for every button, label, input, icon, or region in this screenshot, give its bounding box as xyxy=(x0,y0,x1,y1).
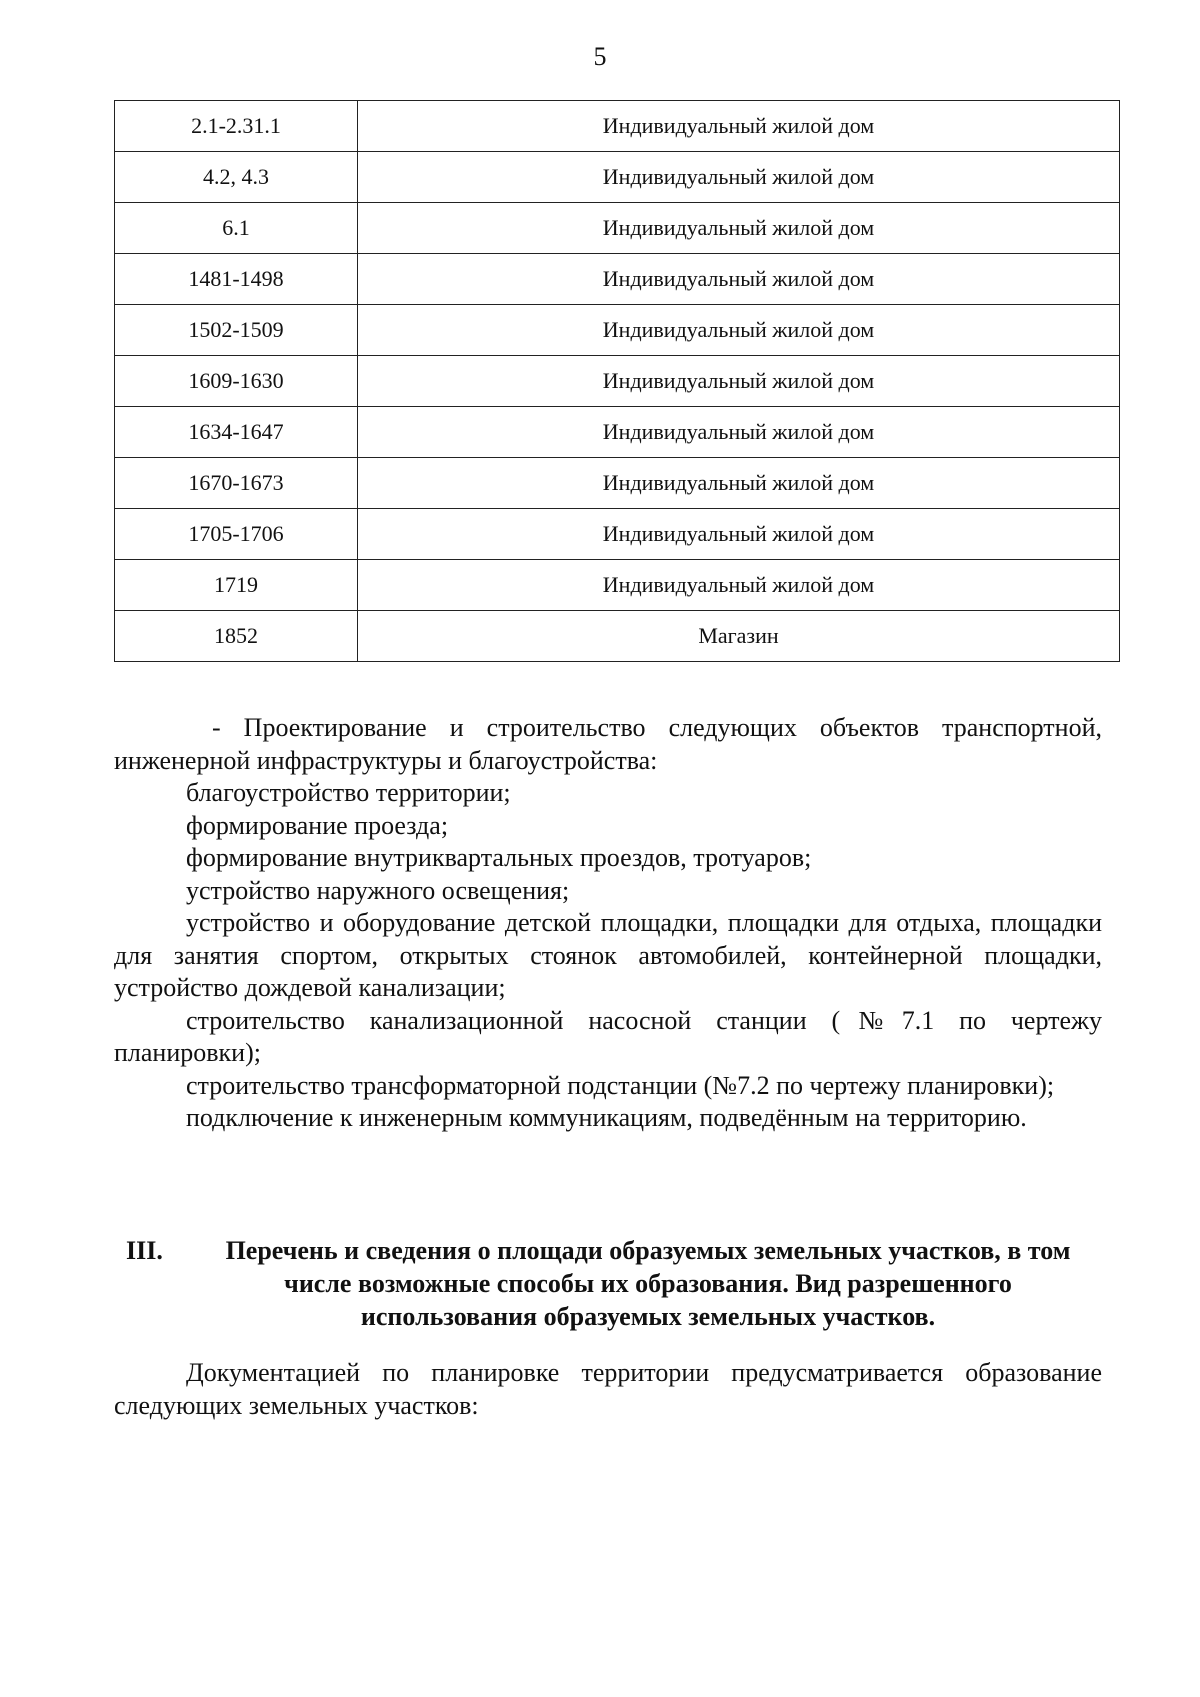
object-name-cell: Индивидуальный жилой дом xyxy=(358,407,1120,458)
objects-table xyxy=(114,100,1120,662)
table-row xyxy=(115,509,1120,560)
section-heading xyxy=(114,1234,1102,1333)
object-number-cell: 2.1-2.31.1 xyxy=(115,101,358,152)
object-name-cell: Магазин xyxy=(358,611,1120,662)
section-title: Перечень и сведения о площади образуемых земельных участков, в том числе возможные способы их образования. Вид разрешенного использования образуемых земельных участков. xyxy=(225,1236,1071,1331)
works-list-item: благоустройство территории; xyxy=(186,778,511,807)
page-number: 5 xyxy=(593,42,607,71)
table-row xyxy=(115,611,1120,662)
object-name-cell: Индивидуальный жилой дом xyxy=(358,254,1120,305)
object-number-cell: 1634-1647 xyxy=(115,407,358,458)
object-number-cell: 1705-1706 xyxy=(115,509,358,560)
object-name-cell: Индивидуальный жилой дом xyxy=(358,458,1120,509)
table-row xyxy=(115,101,1120,152)
table-row xyxy=(115,560,1120,611)
table-row xyxy=(115,203,1120,254)
object-name-cell: Индивидуальный жилой дом xyxy=(358,509,1120,560)
object-number-cell: 1609-1630 xyxy=(115,356,358,407)
object-name-cell: Индивидуальный жилой дом xyxy=(358,305,1120,356)
object-name-cell: Индивидуальный жилой дом xyxy=(358,560,1120,611)
works-list-item: устройство наружного освещения; xyxy=(186,875,570,905)
object-number-cell: 4.2, 4.3 xyxy=(115,152,358,203)
table-row xyxy=(115,254,1120,305)
object-name-cell: Индивидуальный жилой дом xyxy=(358,356,1120,407)
closing-text xyxy=(114,1356,1102,1422)
object-number-cell: 6.1 xyxy=(115,203,358,254)
table-row xyxy=(115,152,1120,203)
object-number-cell: 1719 xyxy=(115,560,358,611)
table-row xyxy=(115,458,1120,509)
works-intro-paragraph: - Проектирование и строительство следующих объектов транспортной, инженерной инфраструктуры и благоустройства: xyxy=(114,713,1102,775)
table-row xyxy=(115,407,1120,458)
object-number-cell: 1481-1498 xyxy=(115,254,358,305)
works-list-item: строительство трансформаторной подстанции (№7.2 по чертежу планировки); xyxy=(186,1070,1055,1100)
table-row xyxy=(115,305,1120,356)
table-row xyxy=(115,356,1120,407)
closing-paragraph: Документацией по планировке территории предусматривается образование следующих земельных участков: xyxy=(114,1358,1102,1420)
works-list xyxy=(114,712,1102,1135)
object-name-cell: Индивидуальный жилой дом xyxy=(358,152,1120,203)
object-number-cell: 1670-1673 xyxy=(115,458,358,509)
works-list-item: формирование проезда; xyxy=(186,810,449,840)
section-number: III. xyxy=(126,1236,163,1265)
object-number-cell: 1852 xyxy=(115,611,358,662)
works-list-item: формирование внутриквартальных проездов, тротуаров; xyxy=(186,843,812,872)
works-list-item: подключение к инженерным коммуникациям, подведённым на территорию. xyxy=(186,1103,1027,1132)
object-name-cell: Индивидуальный жилой дом xyxy=(358,203,1120,254)
object-name-cell: Индивидуальный жилой дом xyxy=(358,101,1120,152)
works-list-item: устройство и оборудование детской площадки, площадки для отдыха, площадки для занятия спортом, открытых стоянок автомобилей, контейнерной площадки, устройство дождевой канализации; xyxy=(114,908,1102,1002)
object-number-cell: 1502-1509 xyxy=(115,305,358,356)
works-list-item: строительство канализационной насосной станции (№7.1 по чертежу планировки); xyxy=(114,1005,1102,1067)
